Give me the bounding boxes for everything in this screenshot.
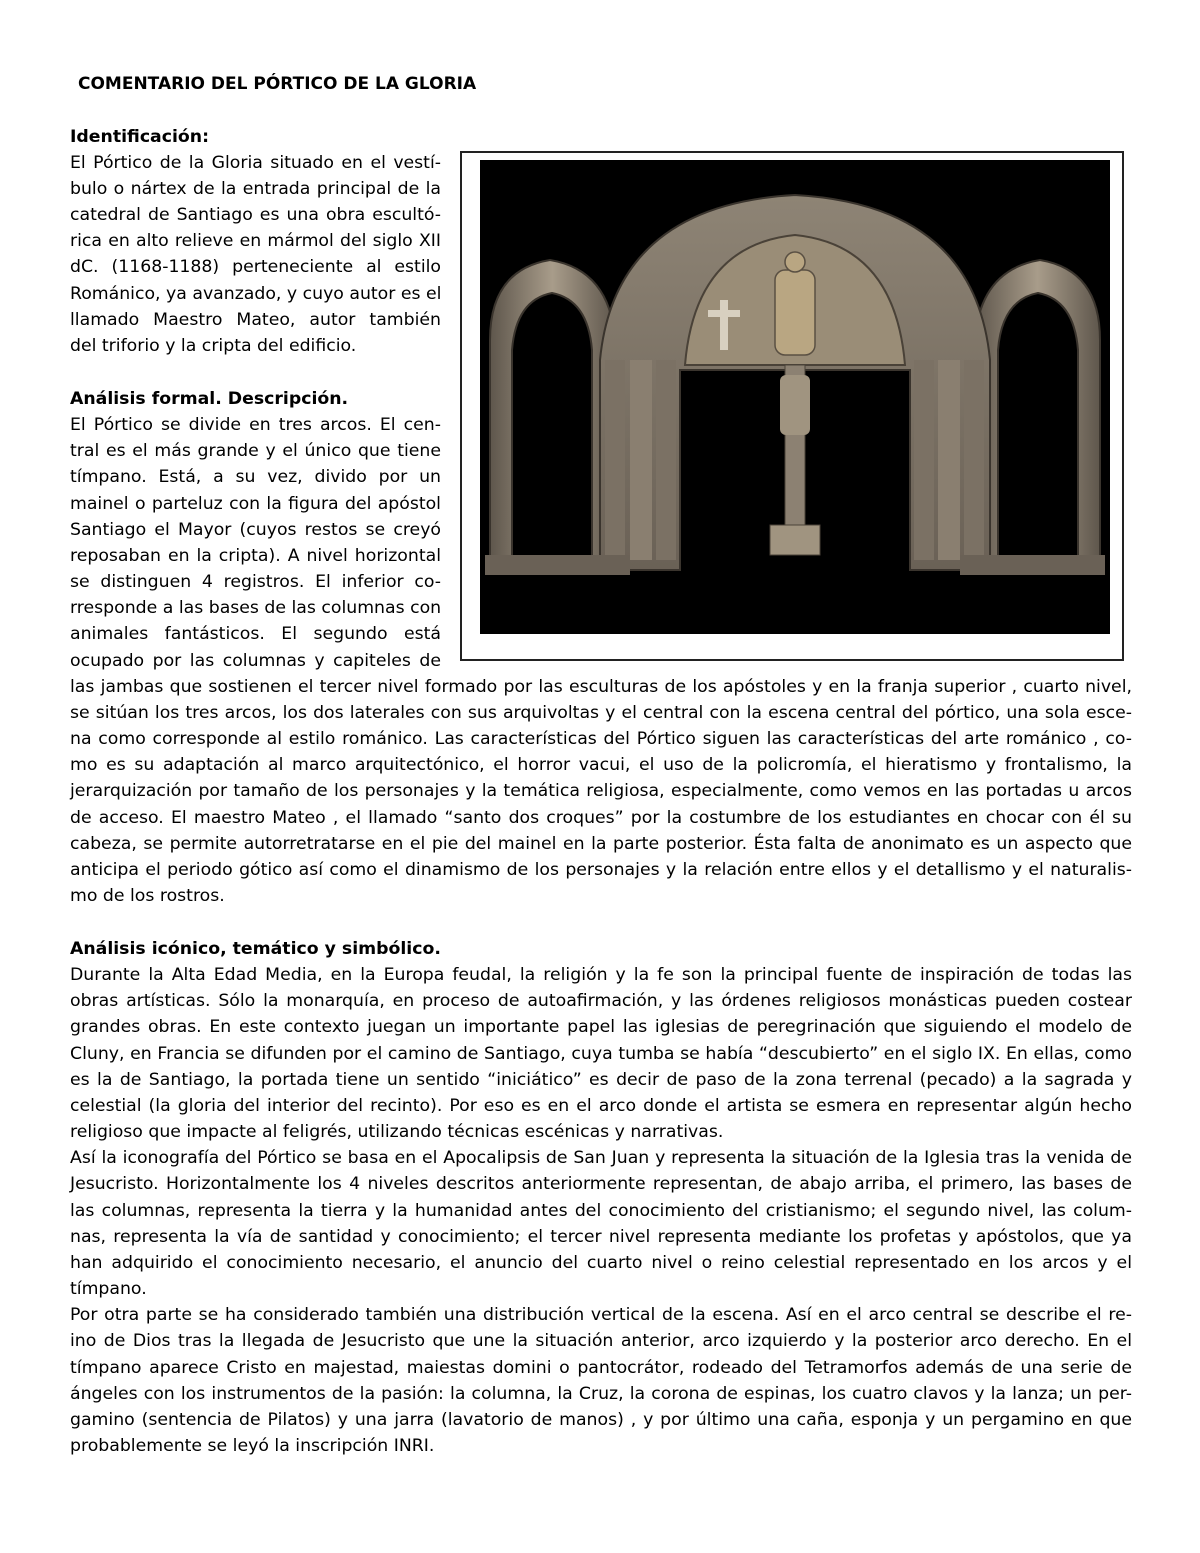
paragraph-line: Cluny, en Francia se difunden por el camino de Santiago, cuya tumba se había “descubierto” en el siglo IX. En ellas, como bbox=[70, 1044, 1132, 1064]
paragraph-line: jerarquización por tamaño de los personajes y la temática religiosa, especialmente, como vemos en las portadas u arcos bbox=[70, 781, 1132, 801]
paragraph-line: se distinguen 4 registros. El inferior co- bbox=[70, 572, 441, 592]
paragraph-line: Románico, ya avanzado, y cuyo autor es el bbox=[70, 284, 442, 304]
paragraph-line: Así la iconografía del Pórtico se basa en el Apocalipsis de San Juan y representa la situación de la Iglesia tras la venida de bbox=[70, 1148, 1132, 1168]
paragraph-line: religioso que impacte al feligrés, utilizando técnicas escénicas y narrativas. bbox=[70, 1122, 724, 1142]
paragraph-line: Por otra parte se ha considerado también una distribución vertical de la escena. Así en el arco central se describe el re- bbox=[70, 1305, 1132, 1325]
paragraph-line: El Pórtico de la Gloria situado en el vestí- bbox=[70, 153, 441, 173]
paragraph-line: rica en alto relieve en mármol del siglo XII bbox=[70, 231, 441, 251]
paragraph-line: tímpano aparece Cristo en majestad, maiestas domini o pantocrátor, rodeado del Tetramorfos además de una serie de bbox=[70, 1358, 1132, 1378]
paragraph-line: mo de los rostros. bbox=[70, 886, 225, 906]
paragraph-line: llamado Maestro Mateo, autor también bbox=[70, 310, 441, 330]
paragraph-line: na como corresponde al estilo románico. Las características del Pórtico siguen las características del arte románico , co- bbox=[70, 729, 1132, 749]
paragraph-line: ocupado por las columnas y capiteles de bbox=[70, 651, 441, 671]
paragraph-line: probablemente se leyó la inscripción INRI. bbox=[70, 1436, 435, 1456]
paragraph-line: es la de Santiago, la portada tiene un sentido “iniciático” es decir de paso de la zona terrenal (pecado) a la sagrada y bbox=[70, 1070, 1132, 1090]
paragraph-line: Jesucristo. Horizontalmente los 4 niveles descritos anteriormente representan, de abajo arriba, el primero, las bases de bbox=[70, 1174, 1132, 1194]
paragraph-line: tímpano. bbox=[70, 1279, 147, 1299]
paragraph-line: gamino (sentencia de Pilatos) y una jarra (lavatorio de manos) , y por último una caña, esponja y un pergamino en que bbox=[70, 1410, 1132, 1430]
paragraph-line: han adquirido el conocimiento necesario, el anuncio del cuarto nivel o reino celestial representado en los arcos y el bbox=[70, 1253, 1132, 1273]
paragraph-line: obras artísticas. Sólo la monarquía, en proceso de autoafirmación, y las órdenes religiosos monásticas pueden costear bbox=[70, 991, 1132, 1011]
tympanum-cross bbox=[720, 300, 728, 350]
section-heading-analisis-iconico: Análisis icónico, temático y simbólico. bbox=[70, 939, 441, 959]
paragraph-line: mo es su adaptación al marco arquitectónico, el horror vacui, el uso de la policromía, el hieratismo y frontalismo, la bbox=[70, 755, 1132, 775]
document-title: COMENTARIO DEL PÓRTICO DE LA GLORIA bbox=[78, 74, 477, 94]
paragraph-line: El Pórtico se divide en tres arcos. El cen- bbox=[70, 415, 441, 435]
paragraph-line: mainel o parteluz con la figura del apóstol bbox=[70, 494, 441, 514]
paragraph-line: ino de Dios tras la llegada de Jesucristo que une la situación anterior, arco izquierdo y la posterior arco derecho. En el bbox=[70, 1331, 1132, 1351]
paragraph-line: Santiago el Mayor (cuyos restos se creyó bbox=[70, 520, 441, 540]
pantocrator-head bbox=[785, 252, 805, 272]
paragraph-line: cabeza, se permite autorretratarse en el pie del mainel en la parte posterior. Ésta falta de anonimato es un aspecto que bbox=[70, 834, 1132, 854]
pantocrator-figure bbox=[775, 270, 815, 355]
paragraph-line: Durante la Alta Edad Media, en la Europa feudal, la religión y la fe son la principal fuente de inspiración de todas las bbox=[70, 965, 1132, 985]
portico-illustration bbox=[480, 160, 1110, 634]
paragraph-line: las columnas, representa la tierra y la humanidad antes del conocimiento del cristianismo; el segundo nivel, las colum- bbox=[70, 1201, 1132, 1221]
paragraph-line: grandes obras. En este contexto juegan un importante papel las iglesias de peregrinación que siguiendo el modelo de bbox=[70, 1017, 1132, 1037]
section-heading-analisis-formal: Análisis formal. Descripción. bbox=[70, 389, 349, 409]
paragraph-line: animales fantásticos. El segundo está bbox=[70, 624, 441, 644]
mainel-statue bbox=[780, 375, 810, 435]
paragraph-line: bulo o nártex de la entrada principal de la bbox=[70, 179, 441, 199]
portico-photo-frame bbox=[460, 151, 1124, 661]
paragraph-line: se sitúan los tres arcos, los dos laterales con sus arquivoltas y el central con la escena central del pórtico, una sola esce- bbox=[70, 703, 1132, 723]
portico-de-la-gloria-photo-icon bbox=[480, 160, 1110, 634]
paragraph-line: rresponde a las bases de las columnas con bbox=[70, 598, 442, 618]
paragraph-line: tímpano. Está, a su vez, divido por un bbox=[70, 467, 441, 487]
paragraph-line: anticipa el periodo gótico así como el dinamismo de los personajes y la relación entre ellos y el detallismo y el naturalis- bbox=[70, 860, 1132, 880]
paragraph-line: tral es el más grande y el único que tiene bbox=[70, 441, 441, 461]
paragraph-line: celestial (la gloria del interior del recinto). Por eso es en el arco donde el artista se esmera en representar algún hecho bbox=[70, 1096, 1132, 1116]
paragraph-line: catedral de Santiago es una obra escultó- bbox=[70, 205, 441, 225]
paragraph-line: reposaban en la cripta). A nivel horizontal bbox=[70, 546, 441, 566]
paragraph-line: de acceso. El maestro Mateo , el llamado “santo dos croques” por la costumbre de los estudiantes en chocar con él su bbox=[70, 808, 1132, 828]
paragraph-line: las jambas que sostienen el tercer nivel formado por las esculturas de los apóstoles y en la franja superior , cuarto nivel, bbox=[70, 677, 1132, 697]
paragraph-line: dC. (1168-1188) perteneciente al estilo bbox=[70, 257, 441, 277]
paragraph-line: nas, representa la vía de santidad y conocimiento; el tercer nivel representa mediante los profetas y apóstolos, que ya bbox=[70, 1227, 1132, 1247]
mainel-base bbox=[770, 525, 820, 555]
paragraph-line: ángeles con los instrumentos de la pasión: la columna, la Cruz, la corona de espinas, los cuatro clavos y la lanza; un per- bbox=[70, 1384, 1132, 1404]
paragraph-line: del triforio y la cripta del edificio. bbox=[70, 336, 357, 356]
section-heading-identificacion: Identificación: bbox=[70, 127, 209, 147]
